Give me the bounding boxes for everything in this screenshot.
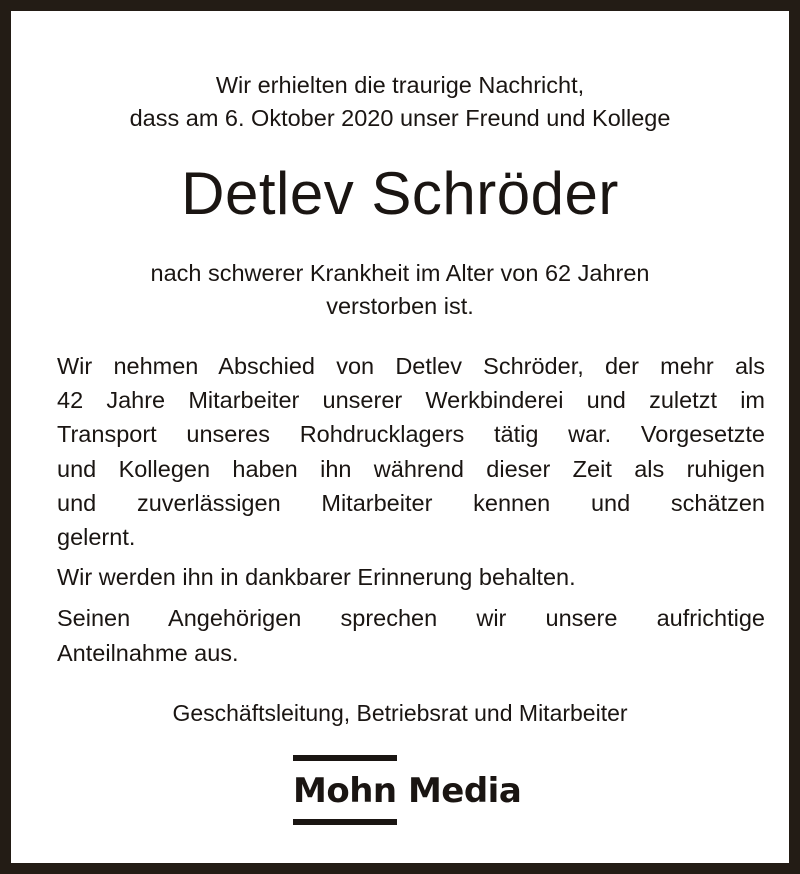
condolence-line: Seinen Angehörigen sprechen wir unsere aufrichtige	[57, 605, 765, 632]
logo-bar-top	[293, 755, 397, 761]
body-line: gelernt.	[57, 524, 136, 551]
body-line: und Kollegen haben ihn während dieser Zeit als ruhigen	[57, 455, 765, 482]
thanks-paragraph	[57, 560, 765, 594]
signoff-text: Geschäftsleitung, Betriebsrat und Mitarbeiter	[172, 700, 628, 726]
body-text	[57, 349, 765, 670]
condolence-line: Anteilnahme aus.	[57, 639, 239, 666]
thanks-line: Wir werden ihn in dankbarer Erinnerung behalten.	[57, 564, 576, 591]
body-line: Wir nehmen Abschied von Detlev Schröder, der mehr als	[57, 353, 765, 379]
body-line: Transport unseres Rohdrucklagers tätig war. Vorgesetzte	[57, 421, 765, 448]
intro-text	[31, 69, 769, 135]
cause-text	[31, 257, 769, 323]
farewell-paragraph	[57, 349, 765, 554]
mohn-media-logo	[293, 755, 529, 827]
logo-text: Mohn Media	[293, 771, 522, 811]
deceased-name: Detlev Schröder	[181, 160, 619, 227]
body-line: und zuverlässigen Mitarbeiter kennen und schätzen	[57, 489, 765, 516]
condolence-paragraph	[57, 601, 765, 669]
logo-bar-bottom	[293, 819, 397, 825]
intro-line: dass am 6. Oktober 2020 unser Freund und Kollege	[129, 105, 671, 131]
body-line: 42 Jahre Mitarbeiter unserer Werkbinderei und zuletzt im	[57, 387, 765, 414]
intro-line: Wir erhielten die traurige Nachricht,	[215, 72, 585, 98]
cause-line: nach schwerer Krankheit im Alter von 62 Jahren	[150, 260, 650, 286]
cause-line: verstorben ist.	[326, 293, 474, 319]
